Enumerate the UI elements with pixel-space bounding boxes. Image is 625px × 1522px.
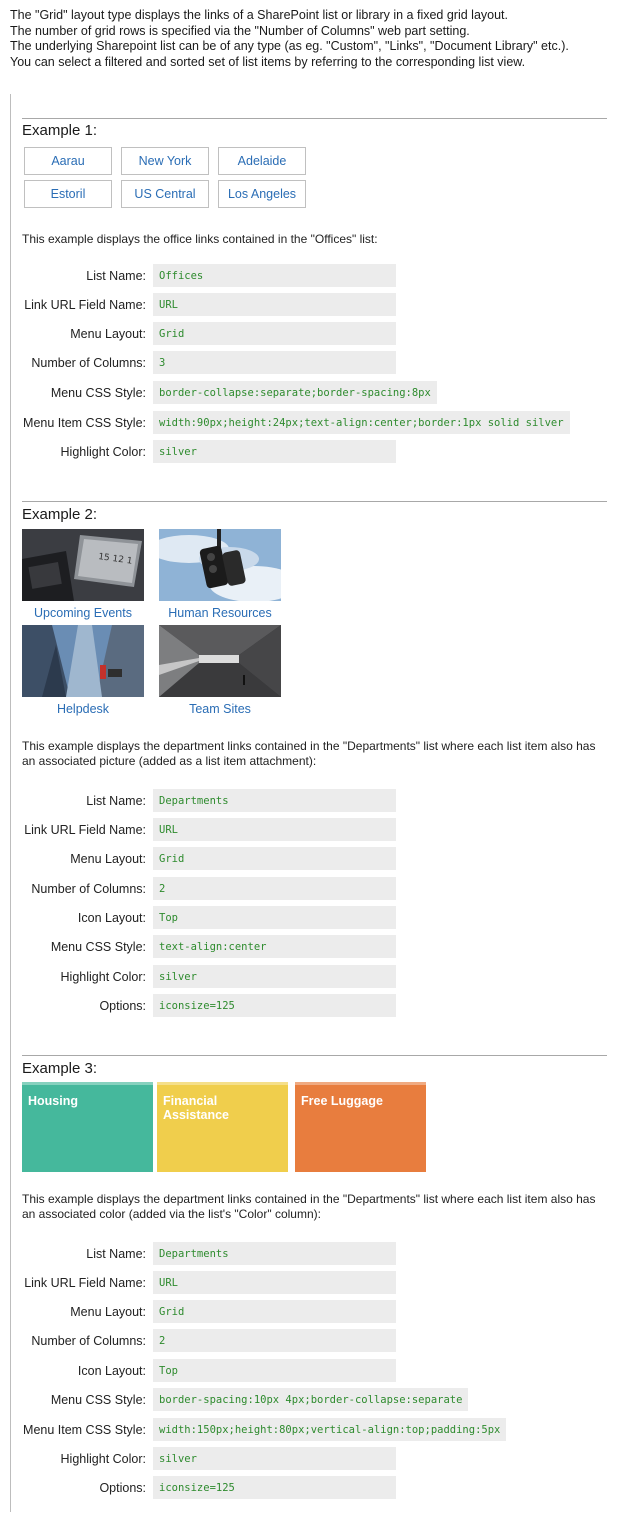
setting-row (22, 1329, 396, 1352)
setting-label: Number of Columns: (31, 881, 146, 896)
setting-row (22, 1300, 396, 1323)
setting-label: Menu CSS Style: (50, 385, 146, 400)
setting-label: Link URL Field Name: (24, 297, 146, 312)
setting-value: 2 (153, 877, 396, 900)
laptop-photo (22, 529, 144, 601)
setting-label: List Name: (86, 793, 146, 808)
example-2-title: Example 2: (22, 506, 98, 523)
tile-helpdesk[interactable] (22, 625, 144, 716)
skyscraper-photo (22, 625, 144, 697)
setting-label: Menu Item CSS Style: (23, 415, 146, 430)
tile-label: Upcoming Events (34, 606, 132, 620)
divider (22, 118, 607, 119)
setting-label: Icon Layout: (77, 910, 146, 925)
setting-value: border-collapse:separate;border-spacing:8px (153, 381, 437, 404)
intro-line: The underlying Sharepoint list can be of any type (as eg. "Custom", "Links", "Document Library" etc.). (10, 39, 569, 53)
divider (22, 1055, 607, 1056)
setting-value: URL (153, 1271, 396, 1294)
setting-label: Link URL Field Name: (24, 1275, 146, 1290)
setting-row (22, 965, 396, 988)
setting-label: Icon Layout: (77, 1363, 146, 1378)
setting-row (22, 264, 396, 287)
tile-label: Helpdesk (56, 702, 110, 716)
example-2-description: This example displays the department links contained in the "Departments" list where each list item also has an associated picture (added as a list item attachment): (22, 739, 596, 768)
grid-link-adelaide[interactable]: Adelaide (218, 147, 306, 175)
setting-value: Offices (153, 264, 396, 287)
setting-label: Highlight Color: (60, 444, 146, 459)
svg-text:15 12 1: 15 12 1 (97, 552, 133, 567)
traffic-light-photo (159, 529, 281, 601)
setting-row (22, 1418, 506, 1441)
setting-value: border-spacing:10px 4px;border-collapse:separate (153, 1388, 468, 1411)
setting-label: Number of Columns: (31, 1333, 146, 1348)
intro-line: The "Grid" layout type displays the links of a SharePoint list or library in a fixed grid layout. (10, 8, 508, 22)
intro-text (10, 8, 620, 70)
setting-value: text-align:center (153, 935, 396, 958)
setting-row (22, 994, 396, 1017)
color-tile-financial-assistance[interactable]: Financial Assistance (157, 1082, 288, 1172)
setting-row (22, 1271, 396, 1294)
setting-value: 3 (153, 351, 396, 374)
setting-value: iconsize=125 (153, 994, 396, 1017)
left-border (10, 94, 11, 1512)
divider (22, 501, 607, 502)
example-3-title: Example 3: (22, 1060, 98, 1077)
setting-value: Departments (153, 789, 396, 812)
setting-label: Link URL Field Name: (24, 822, 146, 837)
intro-line: The number of grid rows is specified via the "Number of Columns" web part setting. (10, 23, 470, 38)
example-3-description: This example displays the department links contained in the "Departments" list where each list item also has an associated color (added via the list's "Color" column): (22, 1192, 596, 1221)
example-1-title: Example 1: (22, 122, 98, 139)
tile-label: Human Resources (168, 606, 272, 620)
setting-row (22, 847, 396, 870)
setting-row (22, 322, 396, 345)
intro-line: You can select a filtered and sorted set of list items by referring to the corresponding list view. (10, 54, 526, 69)
grid-link-us-central[interactable]: US Central (121, 180, 209, 208)
setting-value: URL (153, 293, 396, 316)
setting-label: Menu Layout: (70, 1304, 146, 1319)
setting-value: Departments (153, 1242, 396, 1265)
setting-row (22, 789, 396, 812)
setting-label: Options: (99, 1480, 146, 1495)
setting-label: Number of Columns: (31, 355, 146, 370)
setting-row (22, 440, 396, 463)
setting-value: silver (153, 1447, 396, 1470)
setting-row (22, 877, 396, 900)
setting-label: Menu Item CSS Style: (23, 1422, 146, 1437)
setting-row (22, 935, 396, 958)
setting-value: Top (153, 906, 396, 929)
subway-station-photo (159, 625, 281, 697)
setting-row (22, 1447, 396, 1470)
setting-row (22, 818, 396, 841)
setting-row (22, 1388, 468, 1411)
setting-label: Highlight Color: (60, 969, 146, 984)
setting-row (22, 1242, 396, 1265)
grid-link-los-angeles[interactable]: Los Angeles (218, 180, 306, 208)
tile-upcoming-events[interactable] (22, 529, 144, 620)
grid-link-new-york[interactable]: New York (121, 147, 209, 175)
setting-value: Grid (153, 847, 396, 870)
setting-value: 2 (153, 1329, 396, 1352)
setting-row (22, 381, 437, 404)
example-1-description: This example displays the office links contained in the "Offices" list: (22, 232, 378, 246)
setting-row (22, 1476, 396, 1499)
grid-link-aarau[interactable]: Aarau (24, 147, 112, 175)
setting-label: Menu CSS Style: (50, 939, 146, 954)
setting-row (22, 351, 396, 374)
setting-label: Options: (99, 998, 146, 1013)
setting-label: Menu CSS Style: (50, 1392, 146, 1407)
setting-label: Highlight Color: (60, 1451, 146, 1466)
color-tile-free-luggage[interactable]: Free Luggage (295, 1082, 426, 1172)
tile-team-sites[interactable] (159, 625, 281, 716)
color-tile-housing[interactable]: Housing (22, 1082, 153, 1172)
setting-row (22, 293, 396, 316)
setting-value: iconsize=125 (153, 1476, 396, 1499)
setting-value: URL (153, 818, 396, 841)
setting-row (22, 411, 570, 434)
setting-value: silver (153, 965, 396, 988)
setting-row (22, 906, 396, 929)
setting-value: Top (153, 1359, 396, 1382)
setting-value: width:150px;height:80px;vertical-align:top;padding:5px (153, 1418, 506, 1441)
tile-label: Team Sites (189, 702, 251, 716)
setting-value: Grid (153, 1300, 396, 1323)
setting-row (22, 1359, 396, 1382)
setting-label: Menu Layout: (70, 326, 146, 341)
grid-link-estoril[interactable]: Estoril (24, 180, 112, 208)
setting-value: silver (153, 440, 396, 463)
setting-value: width:90px;height:24px;text-align:center;border:1px solid silver (153, 411, 570, 434)
setting-label: List Name: (86, 268, 146, 283)
tile-human-resources[interactable] (159, 529, 281, 620)
setting-value: Grid (153, 322, 396, 345)
setting-label: List Name: (86, 1246, 146, 1261)
setting-label: Menu Layout: (70, 851, 146, 866)
